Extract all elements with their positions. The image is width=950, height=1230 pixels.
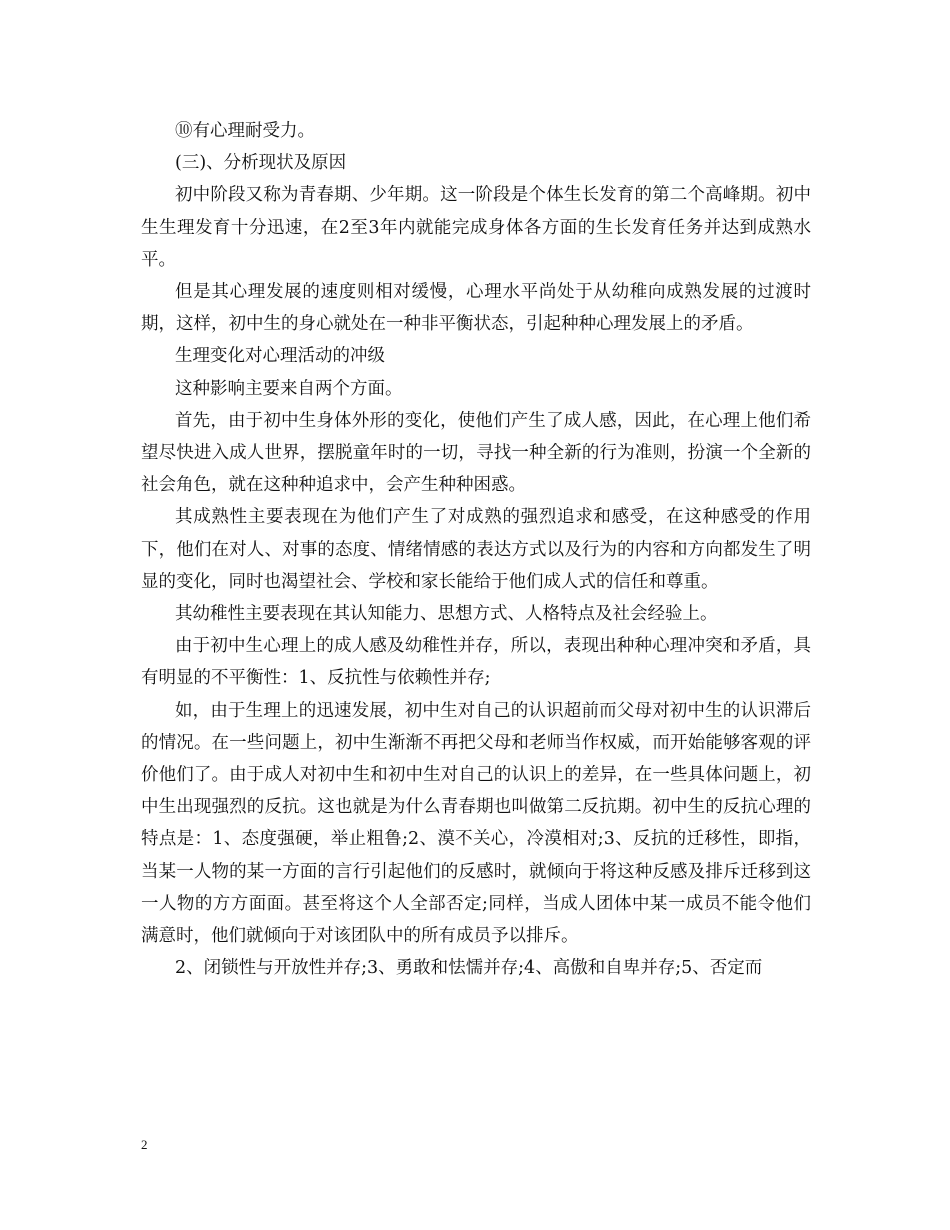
- paragraph-12: 2、闭锁性与开放性并存;3、勇敢和怯懦并存;4、高傲和自卑并存;5、否定而: [175, 958, 763, 979]
- page-number: 2: [141, 1137, 148, 1152]
- paragraph-6: 这种影响主要来自两个方面。: [175, 378, 403, 399]
- paragraph-2: (三)、分析现状及原因: [175, 153, 347, 174]
- paragraph-11: 如，由于生理上的迅速发展，初中生对自己的认识超前而父母对初中生的认识滞后的情况。在一些问题上，初中生渐渐不再把父母和老师当作权威，而开始能够客观的评价他们了。由于成人对初中生和初中生对自己的认识上的差异，在一些具体问题上，初中生出现强烈的反抗。这也就是为什么青春期也叫做第二反抗期。初中生的反抗心理的特点是：1、态度强硬，举止粗鲁;2、漠不关心，冷漠相对;3、反抗的迁移性，即指，当某一人物的某一方面的言行引起他们的反感时，就倾向于将这种反感及排斥迁移到这一人物的方方面面。甚至将这个人全部否定;同样，当成人团体中某一成员不能令他们满意时，他们就倾向于对该团队中的所有成员予以排斥。: [141, 700, 811, 947]
- paragraph-5: 生理变化对心理活动的冲级: [175, 346, 385, 367]
- paragraph-10: 由于初中生心理上的成人感及幼稚性并存，所以，表现出种种心理冲突和矛盾，具有明显的不平衡性：1、反抗性与依赖性并存;: [141, 636, 811, 689]
- paragraph-1: ⑩有心理耐受力。: [175, 121, 315, 141]
- paragraph-3: 初中阶段又称为青春期、少年期。这一阶段是个体生长发育的第二个高峰期。初中生生理发育十分迅速，在2至3年内就能完成身体各方面的生长发育任务并达到成熟水平。: [141, 185, 811, 270]
- paragraph-9: 其幼稚性主要表现在其认知能力、思想方式、人格特点及社会经验上。: [175, 604, 718, 625]
- paragraph-7: 首先，由于初中生身体外形的变化，使他们产生了成人感，因此，在心理上他们希望尽快进入成人世界，摆脱童年时的一切，寻找一种全新的行为准则，扮演一个全新的社会角色，就在这种种追求中，会产生种种困惑。: [141, 410, 811, 496]
- paragraph-8: 其成熟性主要表现在为他们产生了对成熟的强烈追求和感受，在这种感受的作用下，他们在对人、对事的态度、情绪情感的表达方式以及行为的内容和方向都发生了明显的变化，同时也渴望社会、学校和家长能给于他们成人式的信任和尊重。: [141, 507, 811, 592]
- document-body: [141, 115, 811, 984]
- paragraph-4: 但是其心理发展的速度则相对缓慢，心理水平尚处于从幼稚向成熟发展的过渡时期，这样，初中生的身心就处在一种非平衡状态，引起种种心理发展上的矛盾。: [141, 282, 811, 335]
